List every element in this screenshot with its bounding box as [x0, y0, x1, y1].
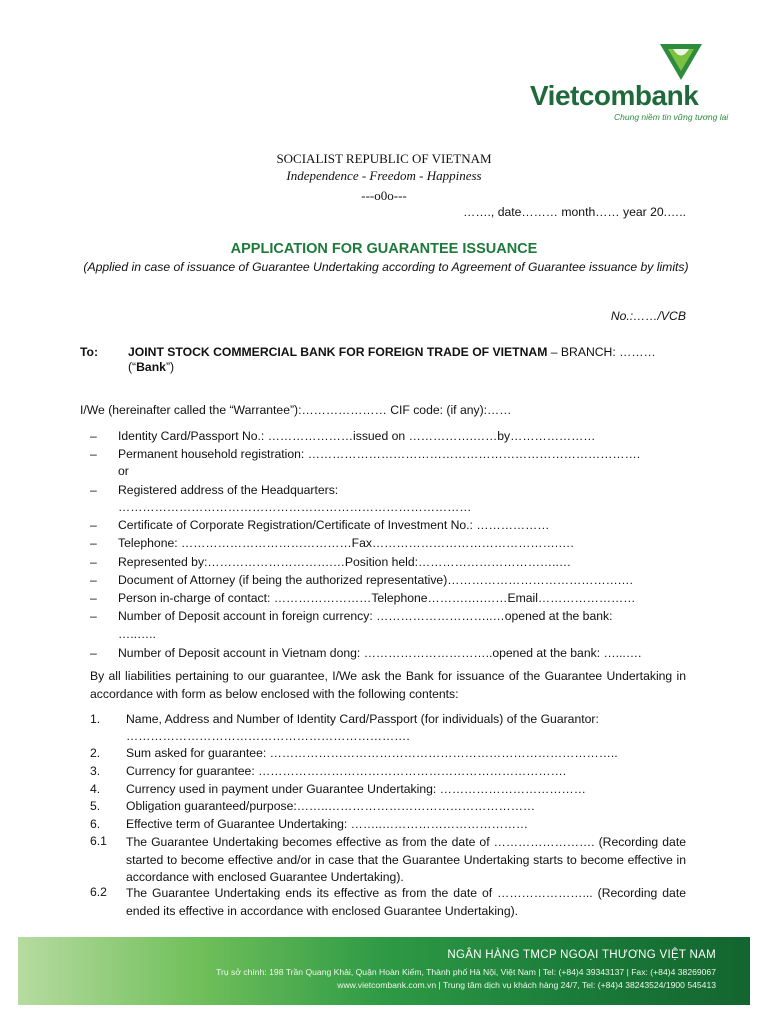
- detail-corporate-registration: Certificate of Corporate Registration/Certificate of Investment No.: ………………: [118, 518, 550, 532]
- content-payment-currency: Currency used in payment under Guarantee Undertaking: ………………………………: [126, 782, 586, 796]
- detail-document-of-attorney: Document of Attorney (if being the authorized representative)…………………………………….…: [118, 573, 634, 587]
- recipient-line: [128, 345, 656, 359]
- sub-item-number: 6.2: [90, 885, 107, 899]
- sub-item-effective-start: The Guarantee Undertaking becomes effective as from the date of ……………………. (Recording date started to become effective and/or in case that the Guarantee Undertaking starts to become effective in accordance with enclosed Guarantee Undertaking).: [126, 835, 686, 884]
- logo-tagline: Chung niềm tin vững tương lai: [614, 112, 729, 122]
- reference-number: No.:……/VCB: [610, 309, 686, 323]
- detail-registered-address: Registered address of the Headquarters:: [118, 483, 339, 497]
- detail-or: or: [118, 464, 129, 478]
- separator: ---o0o---: [361, 188, 407, 203]
- content-effective-term: Effective term of Guarantee Undertaking: ……..………………………………: [126, 817, 529, 831]
- document-subtitle: (Applied in case of issuance of Guarantee Undertaking according to Agreement of Guarantee issuance by limits): [83, 260, 689, 274]
- footer-banner: [18, 937, 750, 1005]
- footer-contact: www.vietcombank.com.vn | Trung tâm dịch vụ khách hàng 24/7, Tel: (+84)4 38243524/1900 545413: [337, 980, 716, 990]
- vietcombank-logo: [530, 40, 735, 125]
- to-label: To:: [80, 345, 99, 359]
- vietcombank-logo-mark-icon: [656, 40, 706, 84]
- content-number: 4.: [90, 782, 101, 796]
- logo-wordmark: Vietcombank: [530, 80, 699, 111]
- recipient-branch: – BRANCH: ………: [547, 345, 656, 359]
- intro-paragraph: By all liabilities pertaining to our guarantee, I/We ask the Bank for issuance of the Guarantee Undertaking in accordance with form as below enclosed with the following contents:: [90, 669, 686, 701]
- footer-bank-name: NGÂN HÀNG TMCP NGOẠI THƯƠNG VIỆT NAM: [447, 949, 716, 961]
- content-number: 5.: [90, 799, 101, 813]
- bullet-dash: –: [90, 573, 97, 587]
- bullet-dash: –: [90, 518, 97, 532]
- bullet-dash: –: [90, 646, 97, 660]
- bullet-dash: –: [90, 591, 97, 605]
- detail-household-registration: Permanent household registration: ……………………………………………………………………….: [118, 447, 641, 461]
- detail-contact-person: Person in-charge of contact: ……………………Telephone……….….……Email……………………: [118, 591, 636, 605]
- detail-foreign-currency-account-bank: …..…..: [118, 627, 156, 641]
- bullet-dash: –: [90, 555, 97, 569]
- detail-registered-address-blank: ……………………………………………………………………………: [118, 500, 472, 514]
- content-number: 2.: [90, 746, 101, 760]
- bullet-dash: –: [90, 536, 97, 550]
- date-line: ……., date……… month…… year 20.…..: [463, 205, 686, 219]
- bullet-dash: –: [90, 483, 97, 497]
- recipient-bank-name: JOINT STOCK COMMERCIAL BANK FOR FOREIGN TRADE OF VIETNAM: [128, 345, 548, 359]
- sub-item-effective-end: The Guarantee Undertaking ends its effective as from the date of …………………... (Recording date ended its effective in accordance with enclosed Guarantee Undertaking).: [126, 886, 686, 918]
- warrantee-line: I/We (hereinafter called the “Warrantee”):………………… CIF code: (if any):……: [80, 403, 512, 417]
- document-title: APPLICATION FOR GUARANTEE ISSUANCE: [230, 241, 538, 257]
- detail-identity-card: Identity Card/Passport No.: …………………issued on …………….……by…………………: [118, 429, 596, 443]
- content-guarantor-blank: …………………………………………………………….: [126, 729, 410, 743]
- bullet-dash: –: [90, 609, 97, 623]
- content-number: 3.: [90, 764, 101, 778]
- detail-telephone-fax: Telephone: ……………………………………Fax……………………………………….….: [118, 536, 574, 550]
- footer-address: Trụ sở chính: 198 Trần Quang Khải, Quận Hoàn Kiếm, Thành phố Hà Nội, Việt Nam | Tel: (+84)4 39343137 | Fax: (+84)4 38269067: [216, 967, 716, 977]
- detail-foreign-currency-account: Number of Deposit account in foreign currency: ………………………..…opened at the bank:: [118, 609, 613, 623]
- content-currency: Currency for guarantee: ………………………………………………………………….: [126, 764, 567, 778]
- bullet-dash: –: [90, 447, 97, 461]
- sub-item-number: 6.1: [90, 834, 107, 848]
- detail-vnd-account: Number of Deposit account in Vietnam dong: …………………………..opened at the bank: …...….: [118, 646, 642, 660]
- content-guarantor: Name, Address and Number of Identity Card/Passport (for individuals) of the Guarantor:: [126, 712, 599, 726]
- content-obligation: Obligation guaranteed/purpose:……..……………………………………………: [126, 799, 536, 813]
- republic-heading: SOCIALIST REPUBLIC OF VIETNAM: [276, 151, 492, 166]
- content-sum: Sum asked for guarantee: …………………………………………………………………………..: [126, 746, 618, 760]
- content-number: 6.: [90, 817, 101, 831]
- detail-represented-by: Represented by:………………………….…Position held:……………………………..…: [118, 555, 572, 569]
- motto: Independence - Freedom - Happiness: [286, 168, 482, 183]
- recipient-short-name: (“Bank”): [128, 360, 175, 374]
- content-number: 1.: [90, 712, 101, 726]
- bullet-dash: –: [90, 429, 97, 443]
